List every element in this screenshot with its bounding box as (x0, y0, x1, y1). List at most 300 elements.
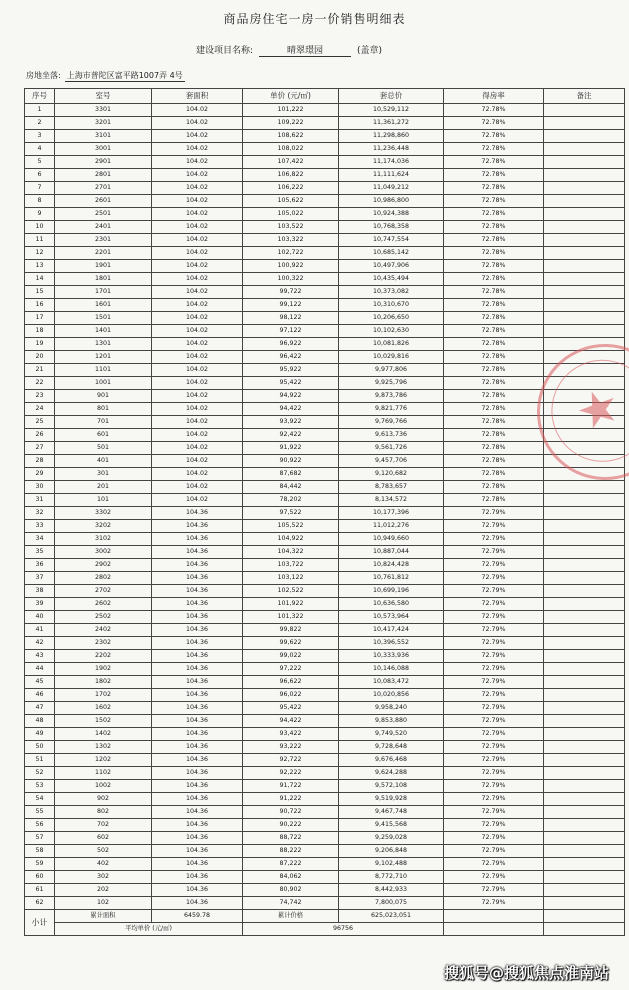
area-sum-value: 6459.78 (152, 910, 243, 923)
table-row (25, 481, 625, 494)
unit-area: 104.36 (152, 871, 243, 884)
total-price: 11,236,448 (339, 143, 444, 156)
table-row (25, 897, 625, 910)
empty-cell (444, 923, 544, 936)
unit-area: 104.36 (152, 858, 243, 871)
total-price: 10,986,800 (339, 195, 444, 208)
room-number: 1102 (55, 767, 152, 780)
empty-cell (544, 910, 625, 923)
row-index: 37 (25, 572, 55, 585)
total-price: 9,676,468 (339, 754, 444, 767)
total-price: 10,083,472 (339, 676, 444, 689)
usable-ratio: 72.78% (444, 468, 544, 481)
unit-price: 91,722 (243, 780, 339, 793)
usable-ratio: 72.78% (444, 377, 544, 390)
unit-price: 94,422 (243, 403, 339, 416)
table-row (25, 780, 625, 793)
row-index: 36 (25, 559, 55, 572)
row-index: 32 (25, 507, 55, 520)
room-number: 801 (55, 403, 152, 416)
usable-ratio: 72.79% (444, 572, 544, 585)
total-price: 9,120,682 (339, 468, 444, 481)
room-number: 2502 (55, 611, 152, 624)
room-number: 1301 (55, 338, 152, 351)
unit-area: 104.02 (152, 390, 243, 403)
table-row (25, 325, 625, 338)
table-row (25, 728, 625, 741)
unit-price: 92,222 (243, 767, 339, 780)
room-number: 601 (55, 429, 152, 442)
remarks (544, 702, 625, 715)
row-index: 11 (25, 234, 55, 247)
total-price: 10,824,428 (339, 559, 444, 572)
address-value: 上海市普陀区富平路1007弄 4号 (66, 71, 183, 80)
unit-price: 91,222 (243, 793, 339, 806)
room-number: 2901 (55, 156, 152, 169)
usable-ratio: 72.78% (444, 143, 544, 156)
row-index: 57 (25, 832, 55, 845)
row-index: 30 (25, 481, 55, 494)
room-number: 2402 (55, 624, 152, 637)
total-price: 10,761,812 (339, 572, 444, 585)
total-price: 9,102,488 (339, 858, 444, 871)
table-row (25, 507, 625, 520)
unit-area: 104.02 (152, 117, 243, 130)
usable-ratio: 72.78% (444, 247, 544, 260)
total-price: 10,699,196 (339, 585, 444, 598)
remarks (544, 273, 625, 286)
room-number: 2702 (55, 585, 152, 598)
remarks (544, 195, 625, 208)
total-price: 10,768,358 (339, 221, 444, 234)
unit-area: 104.02 (152, 312, 243, 325)
remarks (544, 104, 625, 117)
unit-price: 106,822 (243, 169, 339, 182)
row-index: 17 (25, 312, 55, 325)
table-row (25, 156, 625, 169)
table-row (25, 689, 625, 702)
table-row (25, 559, 625, 572)
unit-area: 104.02 (152, 338, 243, 351)
unit-price: 105,022 (243, 208, 339, 221)
total-price: 9,572,108 (339, 780, 444, 793)
table-row (25, 741, 625, 754)
unit-price: 94,922 (243, 390, 339, 403)
table-row (25, 442, 625, 455)
usable-ratio: 72.78% (444, 325, 544, 338)
row-index: 14 (25, 273, 55, 286)
total-price: 10,310,670 (339, 299, 444, 312)
table-row (25, 182, 625, 195)
unit-price: 99,122 (243, 299, 339, 312)
usable-ratio: 72.78% (444, 403, 544, 416)
total-price: 11,298,860 (339, 130, 444, 143)
unit-area: 104.02 (152, 494, 243, 507)
table-row (25, 130, 625, 143)
row-index: 43 (25, 650, 55, 663)
room-number: 502 (55, 845, 152, 858)
unit-price: 105,622 (243, 195, 339, 208)
unit-area: 104.02 (152, 260, 243, 273)
row-index: 4 (25, 143, 55, 156)
total-price: 9,206,848 (339, 845, 444, 858)
empty-cell (544, 923, 625, 936)
remarks (544, 312, 625, 325)
remarks (544, 143, 625, 156)
unit-area: 104.36 (152, 611, 243, 624)
usable-ratio: 72.79% (444, 650, 544, 663)
table-row (25, 377, 625, 390)
table-header-row (25, 89, 625, 104)
total-price: 11,174,036 (339, 156, 444, 169)
remarks (544, 247, 625, 260)
total-price: 9,561,726 (339, 442, 444, 455)
remarks (544, 156, 625, 169)
usable-ratio: 72.79% (444, 676, 544, 689)
table-row (25, 754, 625, 767)
unit-area: 104.02 (152, 325, 243, 338)
usable-ratio: 72.78% (444, 481, 544, 494)
unit-area: 104.36 (152, 728, 243, 741)
remarks (544, 117, 625, 130)
unit-area: 104.36 (152, 884, 243, 897)
row-index: 45 (25, 676, 55, 689)
unit-price: 84,062 (243, 871, 339, 884)
total-price: 10,747,554 (339, 234, 444, 247)
room-number: 701 (55, 416, 152, 429)
unit-price: 93,422 (243, 728, 339, 741)
unit-price: 99,622 (243, 637, 339, 650)
row-index: 29 (25, 468, 55, 481)
room-number: 1402 (55, 728, 152, 741)
document-title: 商品房住宅一房一价销售明细表 (223, 12, 406, 26)
unit-area: 104.02 (152, 286, 243, 299)
unit-price: 98,122 (243, 312, 339, 325)
remarks (544, 325, 625, 338)
room-number: 2801 (55, 169, 152, 182)
table-row (25, 858, 625, 871)
unit-area: 104.02 (152, 364, 243, 377)
total-price: 8,134,572 (339, 494, 444, 507)
unit-price: 103,722 (243, 559, 339, 572)
address-line (26, 70, 185, 82)
total-price: 10,206,650 (339, 312, 444, 325)
unit-area: 104.36 (152, 624, 243, 637)
remarks (544, 572, 625, 585)
total-price: 9,749,520 (339, 728, 444, 741)
source-watermark: 搜狐号@搜狐焦点淮南站 (444, 964, 610, 982)
table-row (25, 104, 625, 117)
row-index: 21 (25, 364, 55, 377)
remarks (544, 793, 625, 806)
table-row (25, 702, 625, 715)
remarks (544, 832, 625, 845)
room-number: 1502 (55, 715, 152, 728)
unit-price: 103,322 (243, 234, 339, 247)
row-index: 16 (25, 299, 55, 312)
remarks (544, 169, 625, 182)
total-price: 10,081,826 (339, 338, 444, 351)
room-number: 1302 (55, 741, 152, 754)
usable-ratio: 72.78% (444, 156, 544, 169)
room-number: 3201 (55, 117, 152, 130)
unit-area: 104.36 (152, 585, 243, 598)
total-price: 10,887,044 (339, 546, 444, 559)
unit-price: 108,622 (243, 130, 339, 143)
room-number: 2501 (55, 208, 152, 221)
unit-price: 94,422 (243, 715, 339, 728)
total-price: 8,442,933 (339, 884, 444, 897)
remarks (544, 663, 625, 676)
total-price: 9,977,806 (339, 364, 444, 377)
total-price: 10,685,142 (339, 247, 444, 260)
usable-ratio: 72.78% (444, 390, 544, 403)
total-price: 10,396,552 (339, 637, 444, 650)
unit-price: 97,222 (243, 663, 339, 676)
row-index: 47 (25, 702, 55, 715)
unit-price: 87,682 (243, 468, 339, 481)
usable-ratio: 72.78% (444, 195, 544, 208)
room-number: 302 (55, 871, 152, 884)
address-label: 房地坐落: (26, 71, 61, 80)
unit-price: 96,622 (243, 676, 339, 689)
unit-area: 104.02 (152, 130, 243, 143)
total-price: 10,924,388 (339, 208, 444, 221)
remarks (544, 767, 625, 780)
row-index: 9 (25, 208, 55, 221)
table-row (25, 195, 625, 208)
usable-ratio: 72.79% (444, 702, 544, 715)
usable-ratio: 72.78% (444, 117, 544, 130)
usable-ratio: 72.78% (444, 429, 544, 442)
room-number: 2401 (55, 221, 152, 234)
unit-area: 104.02 (152, 195, 243, 208)
total-price: 10,102,630 (339, 325, 444, 338)
usable-ratio: 72.78% (444, 442, 544, 455)
unit-area: 104.02 (152, 481, 243, 494)
room-number: 2301 (55, 234, 152, 247)
room-number: 2701 (55, 182, 152, 195)
room-number: 1701 (55, 286, 152, 299)
row-index: 2 (25, 117, 55, 130)
unit-area: 104.36 (152, 637, 243, 650)
table-row (25, 884, 625, 897)
table-row (25, 585, 625, 598)
remarks (544, 845, 625, 858)
usable-ratio: 72.78% (444, 286, 544, 299)
usable-ratio: 72.79% (444, 858, 544, 871)
remarks (544, 884, 625, 897)
total-price: 10,573,964 (339, 611, 444, 624)
unit-price: 99,022 (243, 650, 339, 663)
usable-ratio: 72.79% (444, 520, 544, 533)
unit-area: 104.36 (152, 663, 243, 676)
total-price: 9,457,706 (339, 455, 444, 468)
table-row (25, 364, 625, 377)
room-number: 1902 (55, 663, 152, 676)
unit-price: 104,322 (243, 546, 339, 559)
usable-ratio: 72.79% (444, 832, 544, 845)
unit-price: 105,522 (243, 520, 339, 533)
room-number: 1602 (55, 702, 152, 715)
table-row (25, 624, 625, 637)
room-number: 3002 (55, 546, 152, 559)
usable-ratio: 72.78% (444, 351, 544, 364)
unit-price: 93,222 (243, 741, 339, 754)
usable-ratio: 72.79% (444, 663, 544, 676)
unit-area: 104.02 (152, 351, 243, 364)
usable-ratio: 72.79% (444, 884, 544, 897)
row-index: 35 (25, 546, 55, 559)
usable-ratio: 72.79% (444, 533, 544, 546)
unit-price: 109,222 (243, 117, 339, 130)
usable-ratio: 72.78% (444, 234, 544, 247)
table-row (25, 208, 625, 221)
room-number: 2802 (55, 572, 152, 585)
usable-ratio: 72.78% (444, 208, 544, 221)
room-number: 102 (55, 897, 152, 910)
row-index: 5 (25, 156, 55, 169)
room-number: 2601 (55, 195, 152, 208)
row-index: 49 (25, 728, 55, 741)
table-row (25, 793, 625, 806)
unit-price: 74,742 (243, 897, 339, 910)
usable-ratio: 72.79% (444, 611, 544, 624)
remarks (544, 780, 625, 793)
unit-area: 104.02 (152, 442, 243, 455)
room-number: 901 (55, 390, 152, 403)
row-index: 1 (25, 104, 55, 117)
table-row (25, 455, 625, 468)
remarks (544, 299, 625, 312)
unit-area: 104.36 (152, 546, 243, 559)
unit-area: 104.02 (152, 143, 243, 156)
total-price: 9,415,568 (339, 819, 444, 832)
seal-star-icon: ★ (568, 375, 628, 443)
unit-area: 104.02 (152, 416, 243, 429)
room-number: 1801 (55, 273, 152, 286)
usable-ratio: 72.79% (444, 819, 544, 832)
total-price: 10,333,936 (339, 650, 444, 663)
row-index: 50 (25, 741, 55, 754)
table-row (25, 403, 625, 416)
unit-area: 104.02 (152, 273, 243, 286)
unit-area: 104.36 (152, 845, 243, 858)
table-row (25, 650, 625, 663)
total-price: 11,361,272 (339, 117, 444, 130)
unit-area: 104.36 (152, 741, 243, 754)
usable-ratio: 72.79% (444, 507, 544, 520)
unit-area: 104.36 (152, 832, 243, 845)
table-row (25, 832, 625, 845)
unit-price: 108,022 (243, 143, 339, 156)
stamp-note: (盖章) (357, 46, 383, 56)
unit-price: 93,922 (243, 416, 339, 429)
total-price: 10,177,396 (339, 507, 444, 520)
remarks (544, 728, 625, 741)
unit-price: 106,222 (243, 182, 339, 195)
table-row (25, 611, 625, 624)
table-row (25, 416, 625, 429)
table-row (25, 533, 625, 546)
row-index: 19 (25, 338, 55, 351)
unit-price: 99,822 (243, 624, 339, 637)
room-number: 3301 (55, 104, 152, 117)
unit-price: 103,122 (243, 572, 339, 585)
unit-price: 104,922 (243, 533, 339, 546)
total-price: 9,853,880 (339, 715, 444, 728)
row-index: 44 (25, 663, 55, 676)
remarks (544, 546, 625, 559)
total-price: 10,373,082 (339, 286, 444, 299)
unit-price: 102,722 (243, 247, 339, 260)
total-price: 9,624,288 (339, 767, 444, 780)
row-index: 59 (25, 858, 55, 871)
unit-price: 90,922 (243, 455, 339, 468)
remarks (544, 585, 625, 598)
unit-area: 104.02 (152, 104, 243, 117)
table-row (25, 819, 625, 832)
room-number: 1601 (55, 299, 152, 312)
usable-ratio: 72.79% (444, 715, 544, 728)
sales-table (24, 88, 628, 936)
unit-area: 104.36 (152, 572, 243, 585)
table-row (25, 676, 625, 689)
remarks (544, 559, 625, 572)
unit-area: 104.02 (152, 182, 243, 195)
header-index: 序号 (25, 89, 55, 104)
unit-price: 95,422 (243, 377, 339, 390)
usable-ratio: 72.79% (444, 598, 544, 611)
usable-ratio: 72.79% (444, 871, 544, 884)
total-price: 9,259,028 (339, 832, 444, 845)
unit-area: 104.36 (152, 806, 243, 819)
unit-price: 96,422 (243, 351, 339, 364)
row-index: 27 (25, 442, 55, 455)
total-price: 10,029,816 (339, 351, 444, 364)
row-index: 52 (25, 767, 55, 780)
remarks (544, 871, 625, 884)
table-row (25, 247, 625, 260)
usable-ratio: 72.79% (444, 546, 544, 559)
table-row (25, 871, 625, 884)
unit-area: 104.36 (152, 676, 243, 689)
row-index: 25 (25, 416, 55, 429)
room-number: 1802 (55, 676, 152, 689)
room-number: 2201 (55, 247, 152, 260)
room-number: 3101 (55, 130, 152, 143)
unit-price: 102,522 (243, 585, 339, 598)
remarks (544, 676, 625, 689)
row-index: 41 (25, 624, 55, 637)
usable-ratio: 72.79% (444, 806, 544, 819)
row-index: 46 (25, 689, 55, 702)
usable-ratio: 72.78% (444, 455, 544, 468)
unit-area: 104.02 (152, 156, 243, 169)
header-unit-price: 单价 (元/㎡) (243, 89, 339, 104)
total-price: 10,146,088 (339, 663, 444, 676)
room-number: 401 (55, 455, 152, 468)
remarks (544, 715, 625, 728)
subtotal-label: 小计 (25, 910, 55, 936)
usable-ratio: 72.79% (444, 897, 544, 910)
unit-area: 104.36 (152, 754, 243, 767)
usable-ratio: 72.79% (444, 754, 544, 767)
row-index: 38 (25, 585, 55, 598)
unit-price: 95,922 (243, 364, 339, 377)
table-row (25, 663, 625, 676)
row-index: 8 (25, 195, 55, 208)
